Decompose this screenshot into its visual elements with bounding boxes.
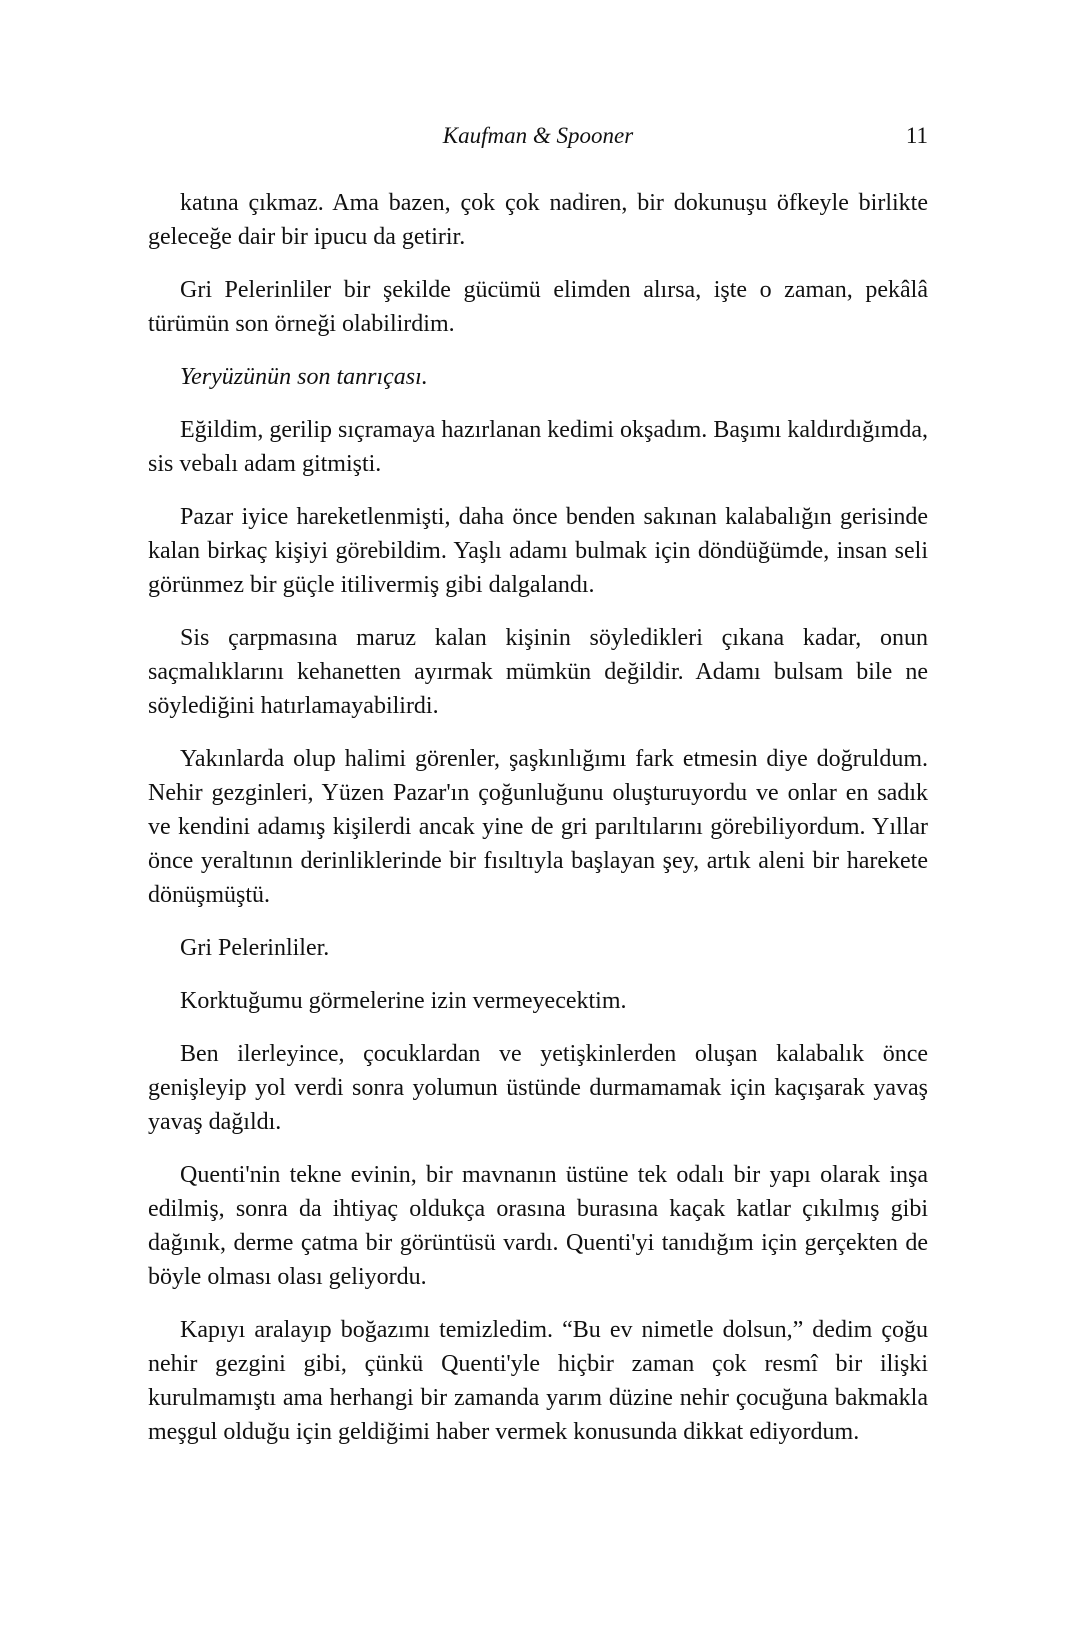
page-number: 11	[905, 123, 928, 148]
paragraph: Pazar iyice hareketlenmişti, daha önce benden sakınan kalabalığın gerisinde kalan birkaç kişiyi görebildim. Yaşlı adamı bulmak için döndüğümde, insan seli görünmez bir güçle itilivermiş gibi dalgalandı.	[148, 504, 928, 598]
running-header-title: Kaufman & Spooner	[442, 123, 634, 148]
paragraph: Korktuğumu görmelerine izin vermeyecektim.	[180, 988, 627, 1014]
paragraph: Gri Pelerinliler bir şekilde gücümü elimden alırsa, işte o zaman, pekâlâ türümün son örneği olabilirdim.	[148, 277, 928, 337]
paragraph: Eğildim, gerilip sıçramaya hazırlanan kedimi okşadım. Başımı kaldırdığımda, sis vebalı adam gitmişti.	[148, 417, 928, 477]
body-text	[148, 186, 928, 1468]
running-header	[148, 116, 928, 156]
paragraph: Quenti'nin tekne evinin, bir mavnanın üstüne tek odalı bir yapı olarak inşa edilmiş, sonra da ihtiyaç oldukça orasına burasına kaçak katlar çıkılmış gibi dağınık, derme çatma bir görüntüsü vardı. Quenti'yi tanıdığım için gerçekten de böyle olması olası geliyordu.	[148, 1162, 928, 1290]
paragraph: Gri Pelerinliler.	[180, 935, 330, 961]
paragraph: Sis çarpmasına maruz kalan kişinin söyledikleri çıkana kadar, onun saçmalıklarını kehanetten ayırmak mümkün değildir. Adamı bulsam bile ne söylediğini hatırlamayabilirdi.	[148, 625, 928, 719]
paragraph: Yakınlarda olup halimi görenler, şaşkınlığımı fark etmesin diye doğruldum. Nehir gezginleri, Yüzen Pazar'ın çoğunluğunu oluşturuyordu ve onlar en sadık ve kendini adamış kişilerdi ancak yine de gri parıltılarını görebiliyordum. Yıllar önce yeraltının derinliklerinde bir fısıltıyla başlayan şey, artık aleni bir harekete dönüşmüştü.	[148, 746, 928, 908]
paragraph: katına çıkmaz. Ama bazen, çok çok nadiren, bir dokunuşu öfkeyle birlikte geleceğe dair bir ipucu da getirir.	[148, 190, 928, 250]
italic-thought-paragraph: Yeryüzünün son tanrıçası.	[180, 364, 428, 390]
paragraph: Kapıyı aralayıp boğazımı temizledim. “Bu ev nimetle dolsun,” dedim çoğu nehir gezgini gibi, çünkü Quenti'yle hiçbir zaman çok resmî bir ilişki kurulmamıştı ama herhangi bir zamanda yarım düzine nehir çocuğuna bakmakla meşgul olduğu için geldiğimi haber vermek konusunda dikkat ediyordum.	[148, 1317, 928, 1445]
paragraph: Ben ilerleyince, çocuklardan ve yetişkinlerden oluşan kalabalık önce genişleyip yol verdi sonra yolumun üstünde durmamamak için kaçışarak yavaş yavaş dağıldı.	[148, 1041, 928, 1135]
